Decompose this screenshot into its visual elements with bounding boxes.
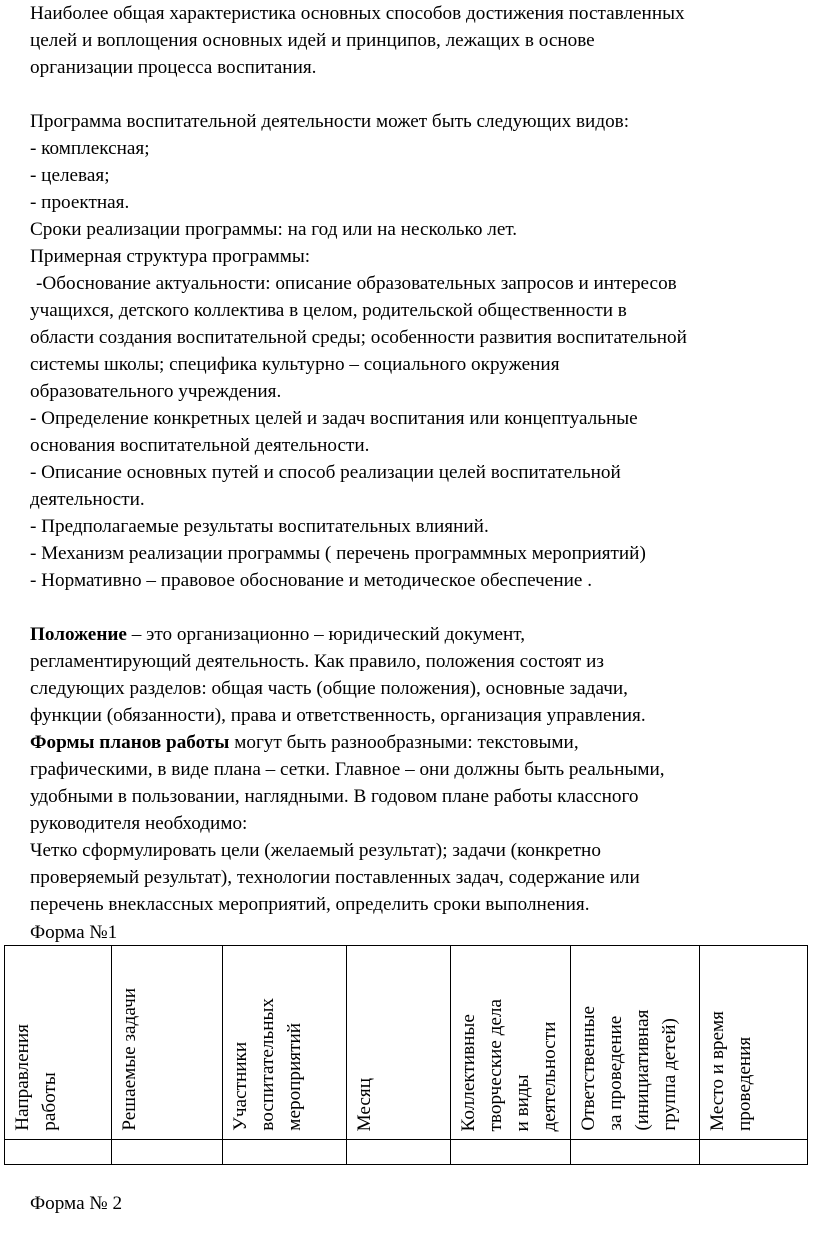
- document-page: [30, 0, 816, 918]
- form1-header-cell: [347, 946, 451, 1140]
- regulation-line: следующих разделов: общая часть (общие положения), основные задачи,: [30, 678, 628, 699]
- plan-forms-line: удобными в пользовании, наглядными. В годовом плане работы классного: [30, 786, 639, 807]
- structure-item-5: - Механизм реализации программы ( перечень программных мероприятий): [30, 543, 646, 564]
- col-month: Месяц: [354, 1077, 375, 1131]
- plan-forms-line: графическими, в виде плана – сетки. Главное – они должны быть реальными,: [30, 759, 665, 780]
- requirement-line: Четко сформулировать цели (желаемый результат); задачи (конкретно: [30, 840, 601, 861]
- regulation-term: Положение: [30, 624, 127, 645]
- form1-cell: [5, 1140, 112, 1165]
- intro-line-3: организации процесса воспитания.: [30, 57, 317, 78]
- intro-line-1: Наиболее общая характеристика основных способов достижения поставленных: [30, 3, 685, 24]
- form1-table: [4, 945, 808, 1165]
- plan-forms-line: Формы планов работы могут быть разнообразными: текстовыми,: [30, 732, 579, 753]
- form1-header-row: [5, 946, 808, 1140]
- structure-item-1-line: -Обоснование актуальности: описание образовательных запросов и интересов: [36, 273, 677, 294]
- col-responsible: Ответственные за проведение (инициативная группа детей): [578, 1006, 680, 1131]
- form2-label: Форма № 2: [30, 1193, 123, 1214]
- col-place-time: Место и время проведения: [707, 1010, 755, 1131]
- structure-item-3-line: деятельности.: [30, 489, 145, 510]
- form1-header-cell: [571, 946, 700, 1140]
- program-type-item: - комплексная;: [30, 138, 150, 159]
- structure-item-1-line: учащихся, детского коллектива в целом, родительской общественности в: [30, 300, 627, 321]
- form1-cell: [112, 1140, 223, 1165]
- intro-line-2: целей и воплощения основных идей и принципов, лежащих в основе: [30, 30, 595, 51]
- structure-item-1-line: системы школы; специфика культурно – социального окружения: [30, 354, 560, 375]
- structure-item-2-line: основания воспитательной деятельности.: [30, 435, 370, 456]
- structure-item-6: - Нормативно – правовое обоснование и методическое обеспечение .: [30, 570, 592, 591]
- form1-label: Форма №1: [30, 922, 118, 943]
- form1-header-cell: [700, 946, 808, 1140]
- structure-item-1-line: образовательного учреждения.: [30, 381, 282, 402]
- form1-empty-row: [5, 1140, 808, 1165]
- structure-item-4: - Предполагаемые результаты воспитательных влияний.: [30, 516, 489, 537]
- form1-header-cell: [451, 946, 571, 1140]
- col-direction: Направления работы: [12, 1024, 60, 1131]
- program-structure-heading: Примерная структура программы:: [30, 246, 311, 267]
- regulation-line: регламентирующий деятельность. Как правило, положения состоят из: [30, 651, 604, 672]
- program-type-item: - проектная.: [30, 192, 130, 213]
- form1-header-cell: [112, 946, 223, 1140]
- plan-forms-term: Формы планов работы: [30, 732, 230, 753]
- regulation-line: Положение – это организационно – юридический документ,: [30, 624, 526, 645]
- plan-forms-line: руководителя необходимо:: [30, 813, 248, 834]
- regulation-line: функции (обязанности), права и ответственность, организация управления.: [30, 705, 646, 726]
- requirement-line: перечень внеклассных мероприятий, определить сроки выполнения.: [30, 894, 590, 915]
- requirement-line: проверяемый результат), технологии поставленных задач, содержание или: [30, 867, 640, 888]
- form1-cell: [700, 1140, 808, 1165]
- form1-header-cell: [5, 946, 112, 1140]
- col-tasks: Решаемые задачи: [119, 988, 140, 1131]
- structure-item-2-line: - Определение конкретных целей и задач воспитания или концептуальные: [30, 408, 638, 429]
- program-type-item: - целевая;: [30, 165, 110, 186]
- form1-header-cell: [223, 946, 347, 1140]
- col-activities: Коллективные творческие дела и виды деятельности: [458, 998, 560, 1131]
- program-types-heading: Программа воспитательной деятельности может быть следующих видов:: [30, 111, 630, 132]
- col-participants: Участники воспитательных мероприятий: [230, 998, 305, 1131]
- form1-cell: [347, 1140, 451, 1165]
- program-terms: Сроки реализации программы: на год или на несколько лет.: [30, 219, 518, 240]
- form1-cell: [451, 1140, 571, 1165]
- form1-cell: [571, 1140, 700, 1165]
- structure-item-1-line: области создания воспитательной среды; особенности развития воспитательной: [30, 327, 687, 348]
- form1-cell: [223, 1140, 347, 1165]
- structure-item-3-line: - Описание основных путей и способ реализации целей воспитательной: [30, 462, 621, 483]
